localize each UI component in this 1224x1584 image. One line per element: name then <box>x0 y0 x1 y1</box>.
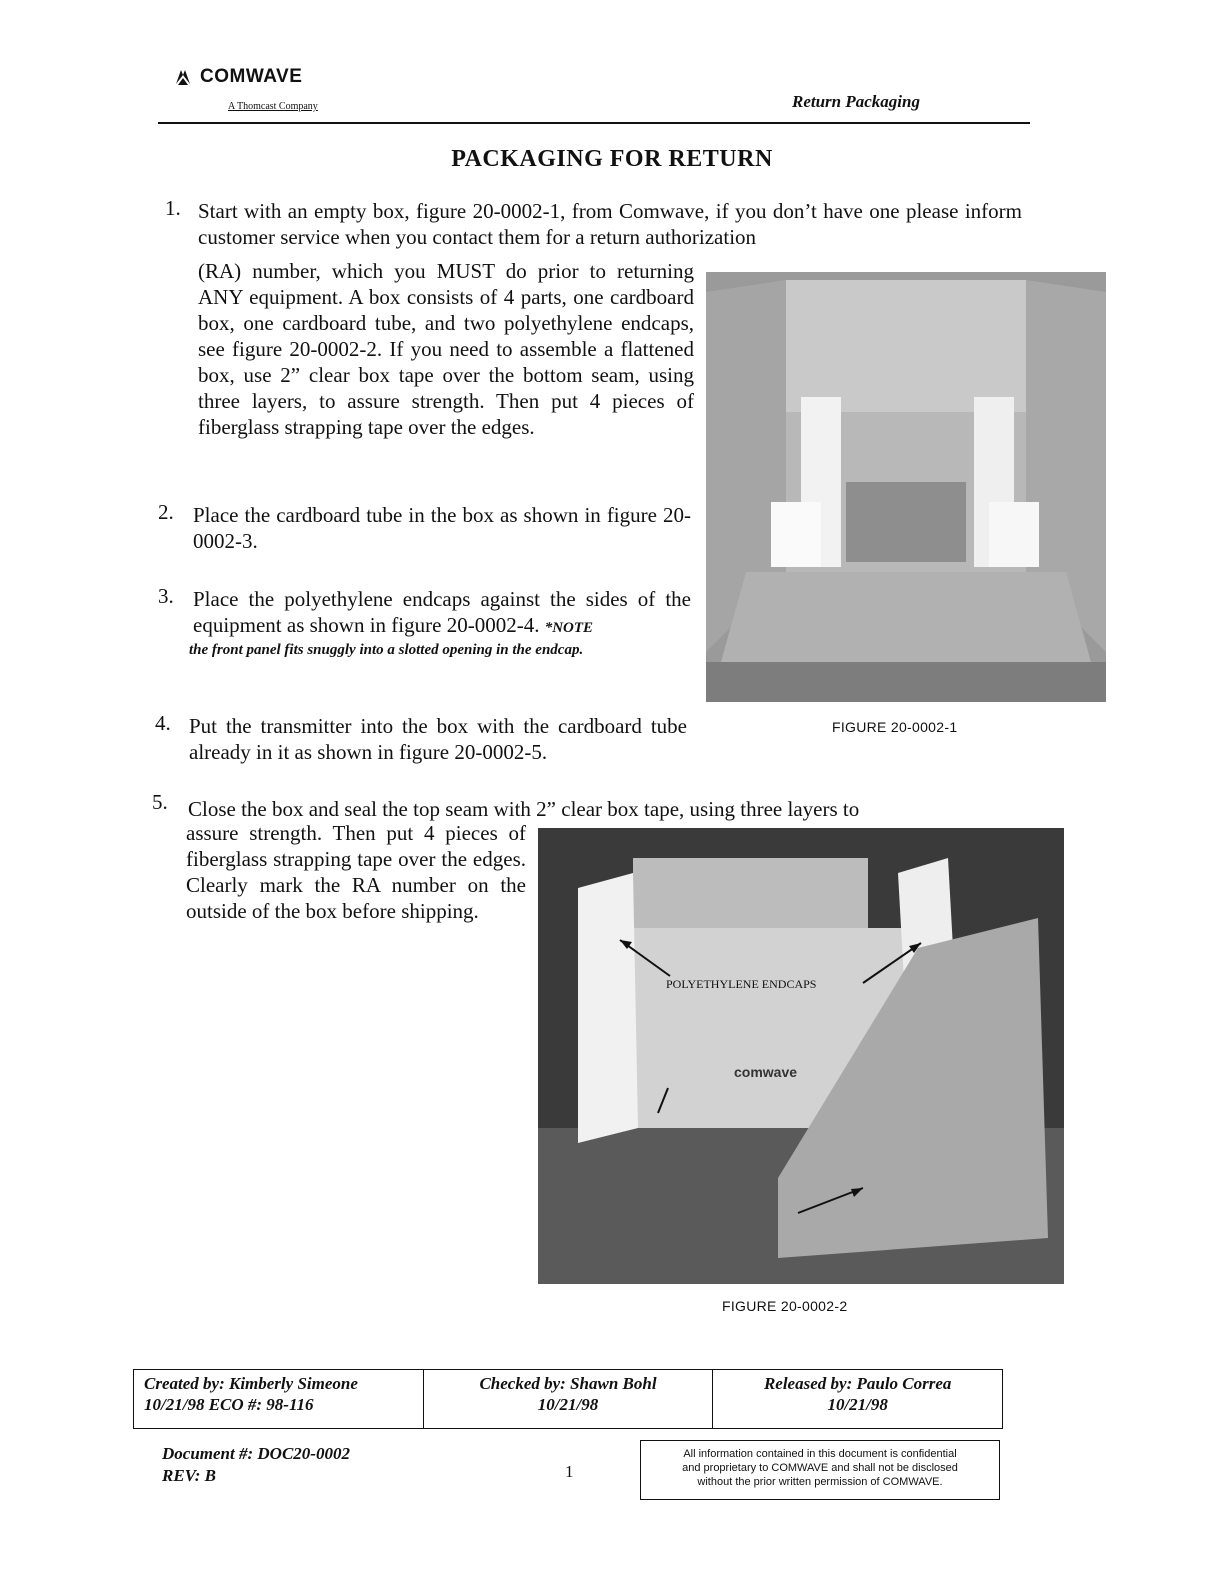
page-number: 1 <box>565 1462 574 1481</box>
document-info <box>162 1443 350 1487</box>
confidential-line-1: All information contained in this document is confidential <box>683 1448 957 1460</box>
comwave-logo-icon <box>172 66 194 88</box>
step-3-number: 3. <box>158 584 174 608</box>
revision: REV: B <box>162 1466 217 1485</box>
created-by: Created by: Kimberly Simeone <box>144 1374 358 1393</box>
step-1-number: 1. <box>165 196 181 220</box>
confidential-line-2: and proprietary to COMWAVE and shall not be disclosed <box>682 1462 958 1474</box>
step-3-note-text: the front panel fits snuggly into a slotted opening in the endcap. <box>189 642 584 658</box>
step-1-text-full: Start with an empty box, figure 20-0002-1, from Comwave, if you don’t have one please inform customer service when you contact them for a return authorization <box>198 199 1022 249</box>
figure-1-caption: FIGURE 20-0002-1 <box>832 719 958 735</box>
confidential-line-3: without the prior written permission of COMWAVE. <box>697 1476 943 1488</box>
figure-2-brand-label: comwave <box>734 1064 798 1080</box>
created-cell <box>134 1370 423 1428</box>
figure-box-with-endcaps-photo <box>538 828 1064 1284</box>
step-3-text <box>193 586 691 641</box>
page-title: PACKAGING FOR RETURN <box>451 146 773 172</box>
confidentiality-notice <box>640 1440 1000 1500</box>
released-cell <box>712 1370 1002 1428</box>
step-2-text: Place the cardboard tube in the box as shown in figure 20-0002-3. <box>193 503 691 553</box>
checked-by: Checked by: Shawn Bohl <box>479 1374 657 1393</box>
company-subtitle: A Thomcast Company <box>228 101 318 112</box>
figure-empty-box-photo <box>706 272 1106 702</box>
header-divider <box>158 122 1030 124</box>
created-date-eco: 10/21/98 ECO #: 98-116 <box>144 1395 314 1414</box>
section-title: Return Packaging <box>792 92 920 111</box>
step-5-text-full: Close the box and seal the top seam with 2” clear box tape, using three layers to <box>188 797 860 821</box>
step-2-number: 2. <box>158 500 174 524</box>
step-3-note-label: *NOTE <box>544 620 594 636</box>
signature-table <box>133 1369 1003 1429</box>
checked-cell <box>423 1370 713 1428</box>
step-1-text-wrap: (RA) number, which you MUST do prior to returning ANY equipment. A box consists of 4 parts, one cardboard box, one cardboard tube, and two polyethylene endcaps, see figure 20-0002-2. If you need to assemble a flattened box, use 2” clear box tape over the bottom seam, using three layers, to assure strength. Then put 4 pieces of fiberglass strapping tape over the edges. <box>198 259 694 439</box>
company-logo <box>172 66 302 88</box>
step-4-text: Put the transmitter into the box with the cardboard tube already in it as shown in figure 20-0002-5. <box>189 714 687 764</box>
step-5-number: 5. <box>152 790 168 814</box>
figure-2-caption: FIGURE 20-0002-2 <box>722 1298 848 1314</box>
released-by: Released by: Paulo Correa <box>763 1374 952 1393</box>
step-5-text-wrap: assure strength. Then put 4 pieces of fiberglass strapping tape over the edges. Clearly mark the RA number on the outside of the box before shipping. <box>186 821 526 923</box>
released-date: 10/21/98 <box>827 1395 888 1414</box>
step-3-body: Place the polyethylene endcaps against the sides of the equipment as shown in figure 20-0002-4. <box>193 587 691 637</box>
figure-2-endcaps-label: POLYETHYLENE ENDCAPS <box>666 977 817 991</box>
step-4-number: 4. <box>155 711 171 735</box>
checked-date: 10/21/98 <box>537 1395 599 1414</box>
document-number: Document #: DOC20-0002 <box>162 1444 350 1463</box>
company-name: COMWAVE <box>200 66 303 87</box>
